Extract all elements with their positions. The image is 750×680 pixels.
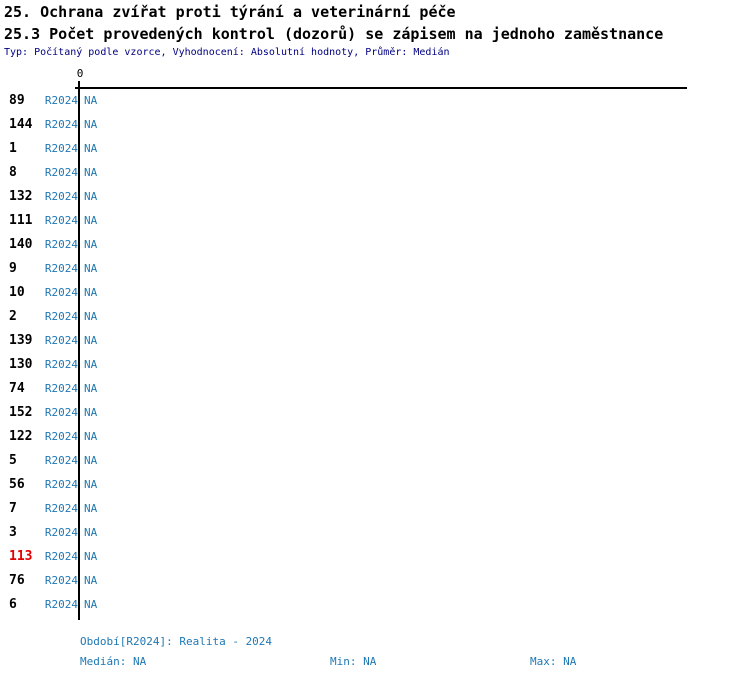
row-category-code: 7 — [9, 501, 17, 516]
chart-row — [0, 209, 750, 233]
row-result-value: NA — [84, 262, 98, 275]
row-result-value: NA — [84, 406, 98, 419]
row-period-label: R2024 — [44, 238, 78, 251]
chart-row — [0, 497, 750, 521]
row-category-code: 2 — [9, 309, 17, 324]
row-period-label: R2024 — [44, 502, 78, 515]
row-category-code: 9 — [9, 261, 17, 276]
row-period-label: R2024 — [44, 190, 78, 203]
chart-row — [0, 233, 750, 257]
chart-row — [0, 377, 750, 401]
row-result-value: NA — [84, 526, 98, 539]
row-result-value: NA — [84, 142, 98, 155]
row-result-value: NA — [84, 334, 98, 347]
row-period-label: R2024 — [44, 598, 78, 611]
chart-row — [0, 593, 750, 617]
row-category-code: 144 — [9, 117, 33, 132]
chart-row — [0, 281, 750, 305]
row-category-code: 8 — [9, 165, 17, 180]
row-period-label: R2024 — [44, 478, 78, 491]
period-info: Období[R2024]: Realita - 2024 — [80, 635, 273, 648]
chart-row — [0, 161, 750, 185]
chart-row — [0, 473, 750, 497]
row-period-label: R2024 — [44, 526, 78, 539]
chart-row — [0, 521, 750, 545]
row-result-value: NA — [84, 430, 98, 443]
row-result-value: NA — [84, 286, 98, 299]
row-category-code: 1 — [9, 141, 17, 156]
row-category-code: 3 — [9, 525, 17, 540]
chart-row — [0, 353, 750, 377]
max-stat: Max: NA — [530, 655, 577, 668]
row-result-value: NA — [84, 574, 98, 587]
row-category-code: 122 — [9, 429, 33, 444]
chart-row — [0, 257, 750, 281]
row-period-label: R2024 — [44, 382, 78, 395]
row-category-code: 140 — [9, 237, 33, 252]
chart-row — [0, 89, 750, 113]
chart-title: 25. Ochrana zvířat proti týrání a veterinární péče — [4, 3, 456, 21]
row-period-label: R2024 — [44, 574, 78, 587]
row-period-label: R2024 — [44, 118, 78, 131]
row-period-label: R2024 — [44, 550, 78, 563]
row-period-label: R2024 — [44, 94, 78, 107]
row-period-label: R2024 — [44, 142, 78, 155]
row-result-value: NA — [84, 94, 98, 107]
x-axis-zero-tick-label: 0 — [76, 67, 84, 80]
row-period-label: R2024 — [44, 166, 78, 179]
row-result-value: NA — [84, 214, 98, 227]
chart-row — [0, 305, 750, 329]
chart-row — [0, 185, 750, 209]
row-category-code: 56 — [9, 477, 25, 492]
row-category-code: 130 — [9, 357, 33, 372]
chart-subtitle: 25.3 Počet provedených kontrol (dozorů) se zápisem na jednoho zaměstnance — [4, 25, 664, 43]
row-period-label: R2024 — [44, 310, 78, 323]
row-result-value: NA — [84, 454, 98, 467]
chart-row — [0, 137, 750, 161]
row-period-label: R2024 — [44, 406, 78, 419]
row-result-value: NA — [84, 502, 98, 515]
row-category-code: 10 — [9, 285, 25, 300]
row-category-code: 132 — [9, 189, 33, 204]
row-period-label: R2024 — [44, 262, 78, 275]
row-period-label: R2024 — [44, 214, 78, 227]
row-result-value: NA — [84, 478, 98, 491]
row-category-code: 76 — [9, 573, 25, 588]
row-category-code: 89 — [9, 93, 25, 108]
row-period-label: R2024 — [44, 286, 78, 299]
row-period-label: R2024 — [44, 454, 78, 467]
row-result-value: NA — [84, 550, 98, 563]
row-period-label: R2024 — [44, 358, 78, 371]
row-result-value: NA — [84, 118, 98, 131]
median-stat: Medián: NA — [80, 655, 147, 668]
row-result-value: NA — [84, 358, 98, 371]
row-category-code: 152 — [9, 405, 33, 420]
row-category-code: 111 — [9, 213, 33, 228]
row-category-code: 113 — [9, 549, 33, 564]
chart-row — [0, 401, 750, 425]
chart-row — [0, 545, 750, 569]
row-result-value: NA — [84, 238, 98, 251]
row-category-code: 74 — [9, 381, 25, 396]
row-result-value: NA — [84, 190, 98, 203]
chart-row — [0, 569, 750, 593]
row-result-value: NA — [84, 598, 98, 611]
chart-row — [0, 449, 750, 473]
row-category-code: 5 — [9, 453, 17, 468]
min-stat: Min: NA — [330, 655, 377, 668]
row-category-code: 139 — [9, 333, 33, 348]
row-period-label: R2024 — [44, 430, 78, 443]
row-result-value: NA — [84, 310, 98, 323]
chart-row — [0, 329, 750, 353]
chart-meta-line: Typ: Počítaný podle vzorce, Vyhodnocení: Absolutní hodnoty, Průměr: Medián — [4, 47, 450, 58]
row-result-value: NA — [84, 382, 98, 395]
row-period-label: R2024 — [44, 334, 78, 347]
chart-row — [0, 113, 750, 137]
row-result-value: NA — [84, 166, 98, 179]
row-category-code: 6 — [9, 597, 17, 612]
chart-row — [0, 425, 750, 449]
chart-rows — [0, 89, 750, 617]
